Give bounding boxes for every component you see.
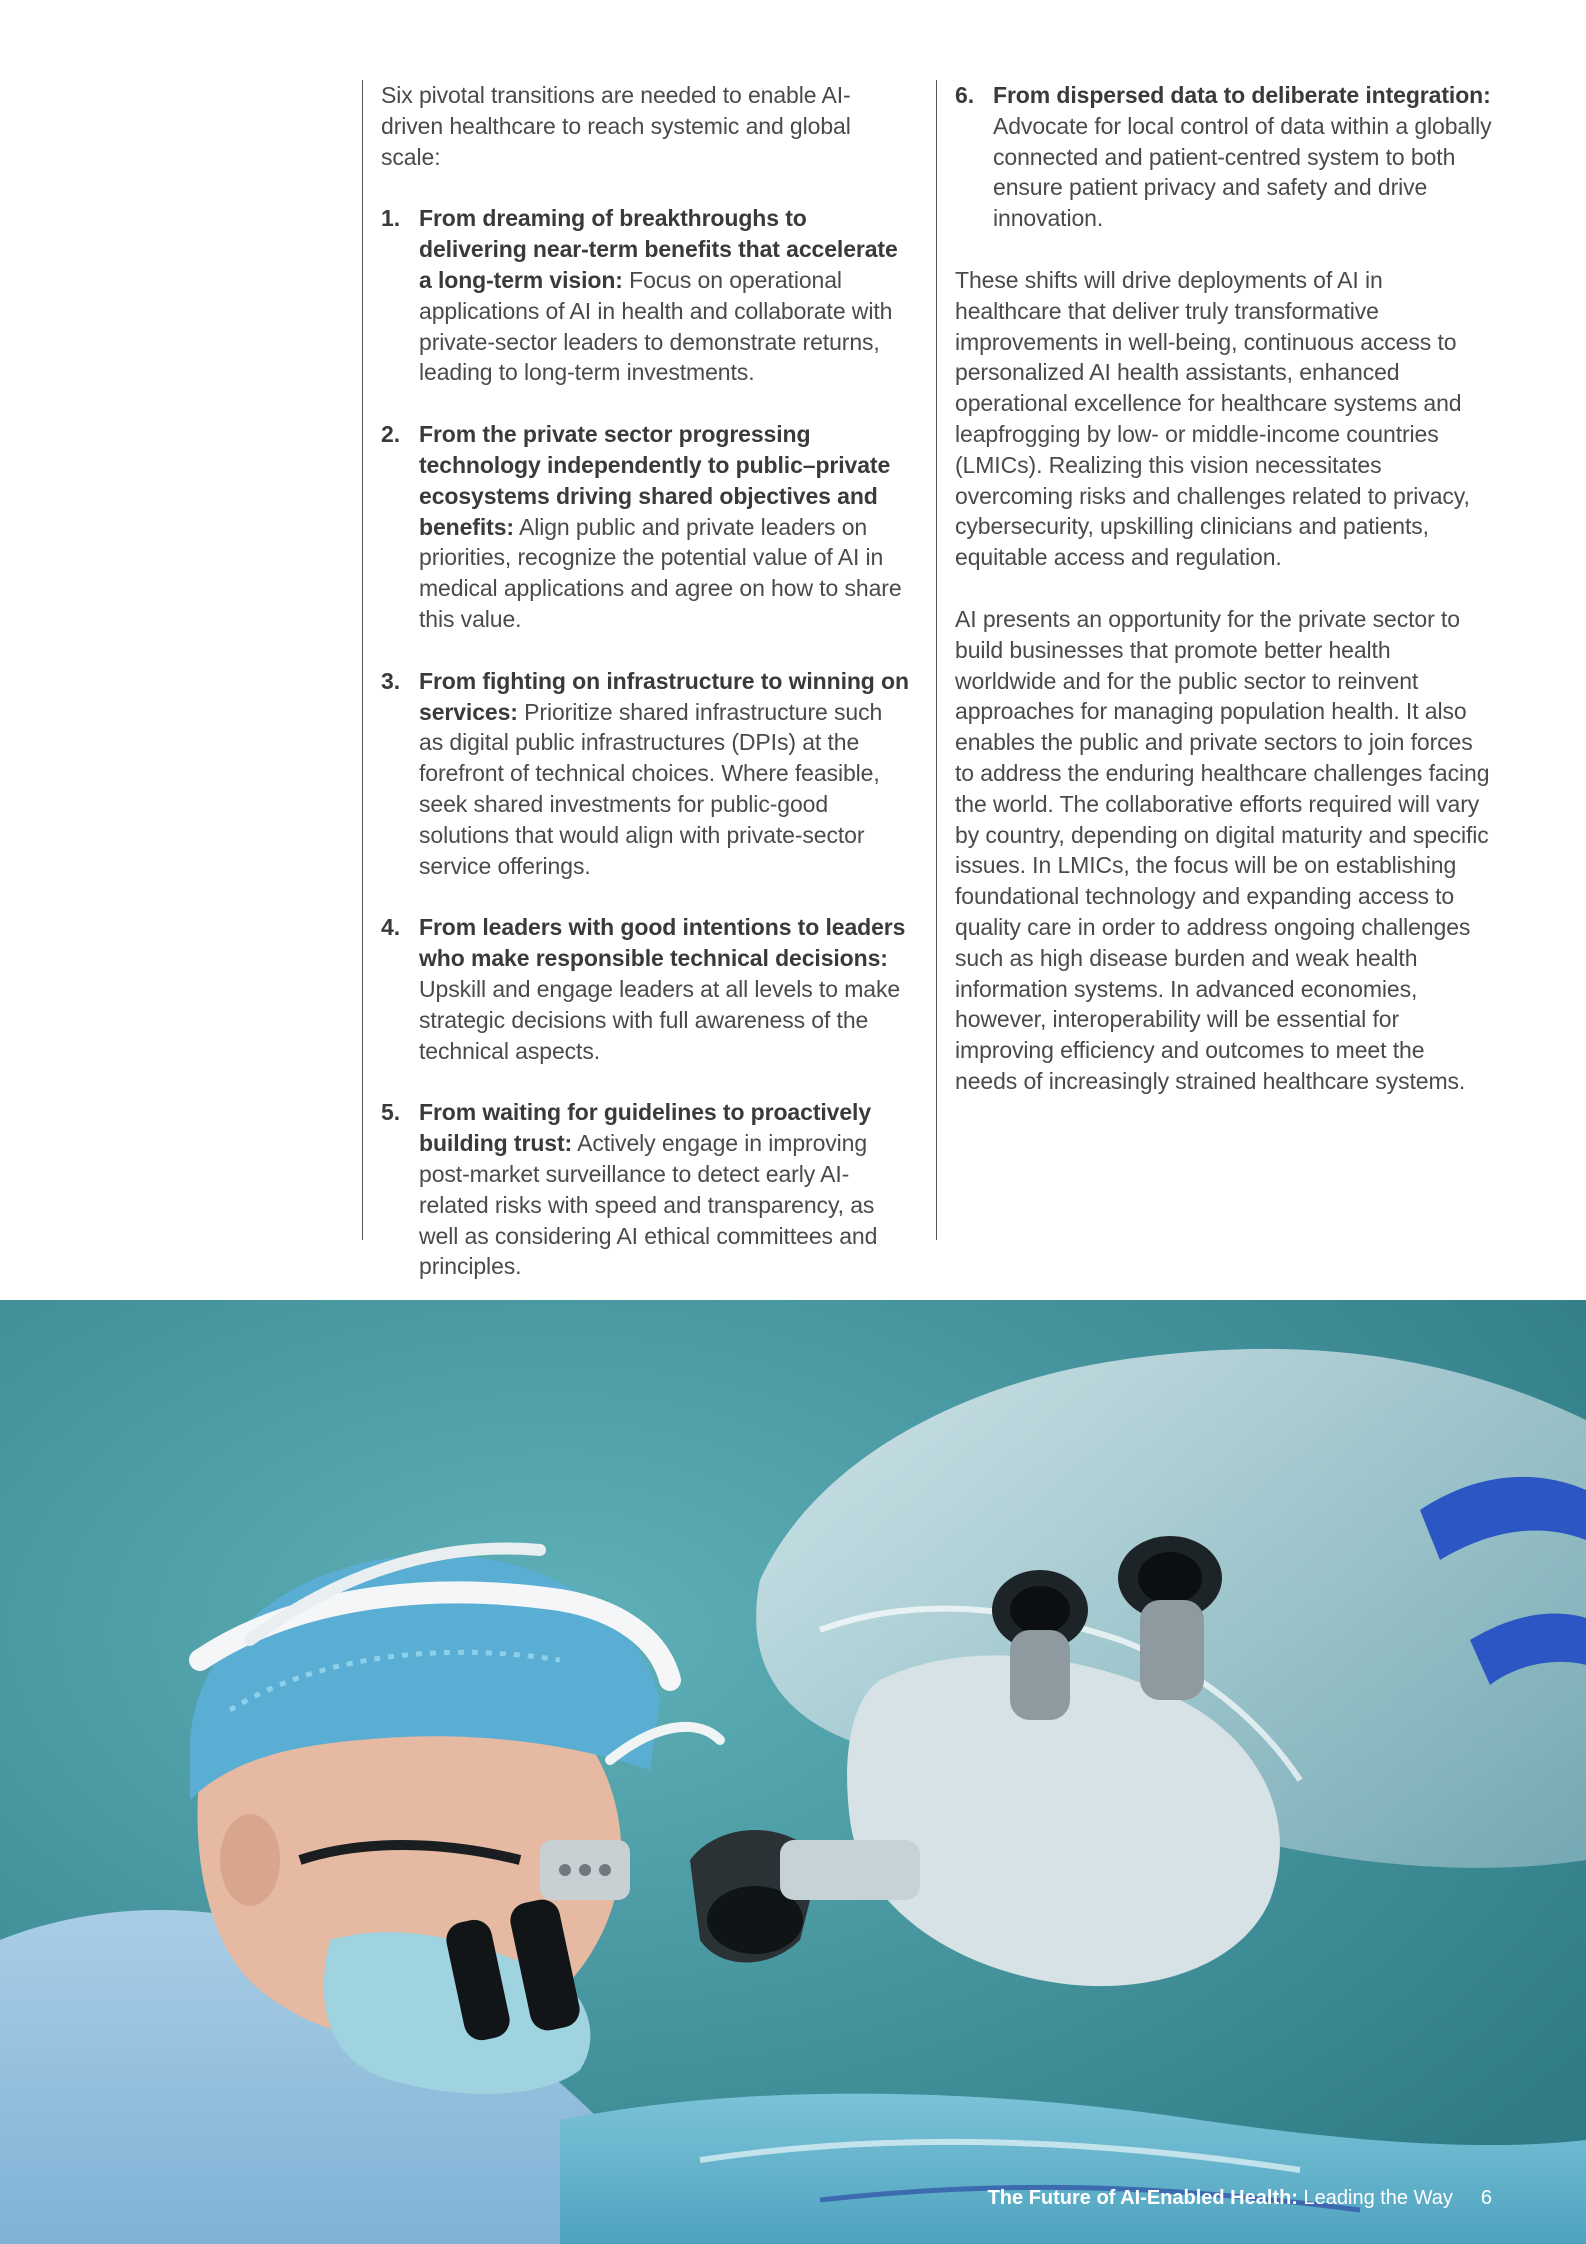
list-item-number: 1. xyxy=(381,205,400,232)
list-item-body: Align public and private leaders on priorities, recognize the potential value of AI in medical applications and agree on how to share this value. xyxy=(419,513,902,632)
transitions-list xyxy=(381,203,910,1282)
list-item-number: 6. xyxy=(955,82,974,108)
list-item-body: Focus on operational applications of AI in health and collaborate with private-sector leaders to demonstrate returns, leading to long-term investments. xyxy=(419,266,893,386)
surgeon-photo xyxy=(0,1300,1586,2244)
list-item-body: Prioritize shared infrastructure such as digital public infrastructures (DPIs) at the forefront of technical choices. Where feasible, seek shared investments for public-good solutions that would align with private-sector service offerings. xyxy=(419,698,883,879)
footer-title-bold: The Future of AI-Enabled Health: xyxy=(987,2187,1298,2209)
list-item xyxy=(381,1097,910,1282)
right-column xyxy=(936,80,1492,1240)
surgeon-ear xyxy=(220,1814,280,1906)
list-item-number: 3. xyxy=(381,667,400,694)
list-item-lead: From dispersed data to deliberate integration: xyxy=(993,82,1491,108)
intro-paragraph: Six pivotal transitions are needed to enable AI-driven healthcare to reach systemic and global scale: xyxy=(381,82,851,170)
list-item xyxy=(381,666,910,882)
page-number: 6 xyxy=(1480,2187,1492,2209)
list-item-body: Actively engage in improving post-market surveillance to detect early AI-related risks with speed and transparency, as well as considering AI ethical committees and principles. xyxy=(419,1130,878,1280)
list-item xyxy=(381,203,910,388)
list-item-number: 2. xyxy=(381,421,400,448)
list-item xyxy=(381,419,910,635)
list-item-lead: From leaders with good intentions to leaders who make responsible technical decisions: xyxy=(419,914,906,972)
list-item xyxy=(955,80,1492,234)
list-item-lead: From fighting on infrastructure to winning on services: xyxy=(419,667,909,725)
body-paragraph-opportunity: AI presents an opportunity for the private sector to build businesses that promote better health worldwide and for the public sector to reinvent approaches for managing population health. It also enables the public and private sectors to join forces to address the enduring healthcare challenges facing the world. The collaborative efforts required will vary by country, depending on digital maturity and specific issues. In LMICs, the focus will be on establishing foundational technology and expanding access to quality care in order to address ongoing challenges such as high disease burden and weak health information systems. In advanced economies, however, interoperability will be essential for improving efficiency and outcomes to meet the needs of increasingly strained healthcare systems. xyxy=(955,605,1490,1094)
body-paragraph-shifts: These shifts will drive deployments of AI in healthcare that deliver truly transformative improvements in well-being, continuous access to personalized AI health assistants, enhanced operational excellence for healthcare systems and leapfrogging by low- or middle-income countries (LMICs). Realizing this vision necessitates overcoming risks and challenges related to privacy, cybersecurity, upskilling clinicians and patients, equitable access and regulation. xyxy=(955,266,1470,571)
list-item-lead: From dreaming of breakthroughs to delivering near-term benefits that accelerate a long-term vision: xyxy=(419,205,898,293)
footer-title-rest: Leading the Way xyxy=(1297,2187,1453,2209)
list-item-lead: From the private sector progressing technology independently to public–private ecosystems driving shared objectives and benefits: xyxy=(419,421,891,540)
page-footer xyxy=(988,2187,1492,2210)
list-item-lead: From waiting for guidelines to proactively building trust: xyxy=(419,1099,872,1157)
left-column xyxy=(362,80,910,1280)
list-item-number: 5. xyxy=(381,1099,400,1126)
list-item xyxy=(381,912,910,1066)
list-item-number: 4. xyxy=(381,914,400,941)
list-item-body: Upskill and engage leaders at all levels to make strategic decisions with full awareness of the technical aspects. xyxy=(419,975,901,1064)
surgeon-with-microscope-illustration xyxy=(0,1300,1586,2244)
list-item-body: Advocate for local control of data within a globally connected and patient-centred system to both ensure patient privacy and safety and drive innovation. xyxy=(993,112,1492,232)
transitions-list-continued xyxy=(955,80,1492,234)
